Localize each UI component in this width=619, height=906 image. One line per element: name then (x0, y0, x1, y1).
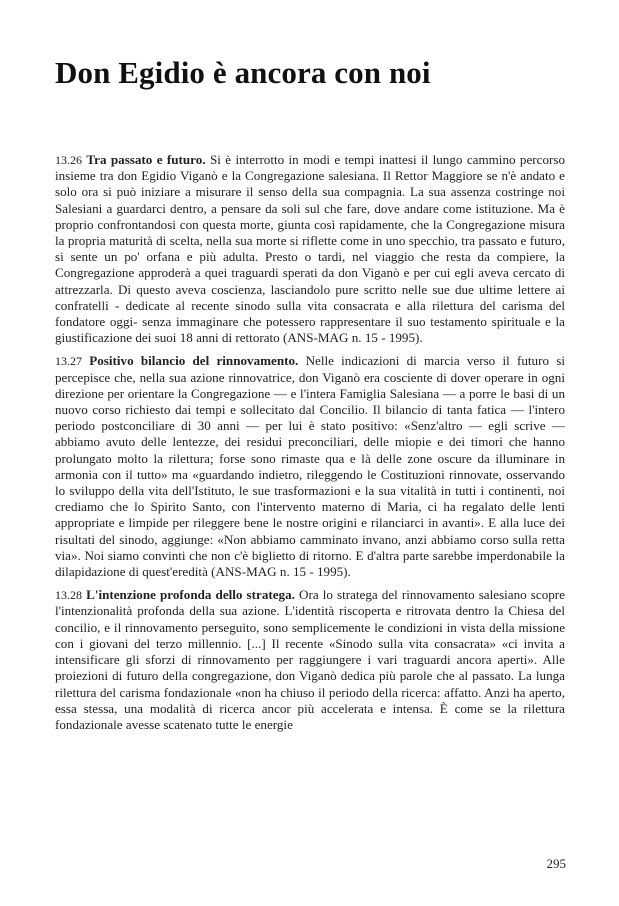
section-13-26 (55, 152, 565, 346)
section-text: Si è interrotto in modi e tempi inattesi il lungo cammino percorso insieme tra don Egidio Viganò e la Congregazione salesiana. Il Rettor Maggiore se n'è andato e solo ora si può iniziare a misurare il senso della sua compagnia. La sua assenza costringe noi Salesiani a guardarci dentro, a pensare da soli sul che fare, dove andare come istituzione. Ma è proprio confrontandosi con questa morte, giunta così rapidamente, che la Congregazione misura la propria maturità di scelta, nella sua morte si riflette come in uno specchio, tra passato e futuro, si sente un po' orfana e più adulta. Presto o tardi, nel viaggio che resta da compiere, la Congregazione approderà a quei traguardi sperati da don Viganò e per cui egli aveva cercato di attrezzarla. Di questo aveva coscienza, lasciandolo pure scritto nelle sue due ultime lettere ai confratelli - dedicate al recente sinodo sulla vita consacrata e alla rilettura del carisma del fondatore oggi- senza immaginare che potessero rappresentare il suo testamento spirituale e la giustificazione dei suoi 18 anni di rettorato (ANS-MAG n. 15 - 1995). (55, 152, 565, 346)
section-text: Nelle indicazioni di marcia verso il futuro si percepisce che, nella sua azione rinnovatrice, don Viganò era cosciente di dover operare in ogni direzione per orientare la Congregazione — e l'intera Famiglia Salesiana — a porre le basi di un nuovo corso richiesto dai tempi e sollecitato dal Concilio. Il bilancio di tanta fatica — l'intero periodo postconciliare di 30 anni — per lui è stato positivo: «Senz'altro — egli scrive — abbiamo avuto delle lentezze, dei residui preconciliari, delle miopie e dei timori che hanno prolungato molto la rilettura; forse sono rimaste qua e là delle zone oscure da illuminare in armonia con il tutto» ma «guardando indietro, rileggendo le Costituzioni rinnovate, osservando lo sviluppo della vita dell'Istituto, le sue trasformazioni e la sua vitalità in tutti i continenti, noi crediamo che lo Spirito Santo, con l'intervento materno di Maria, ci ha regalato delle lenti appropriate e limpide per rileggere bene le nostre origini e rilanciarci in avanti». E alla luce dei risultati del sinodo, aggiunge: «Non abbiamo camminato invano, anzi abbiamo corso sulla retta via». Noi siamo convinti che non c'è biglietto di ritorno. E d'altra parte sarebbe imperdonabile la dilapidazione di quest'eredità (ANS-MAG n. 15 - 1995). (55, 353, 565, 580)
section-13-28 (55, 587, 565, 733)
section-text: Ora lo stratega del rinnovamento salesiano scopre l'intenzionalità profonda della sua azione. L'identità riscoperta e ritrovata dentro la Chiesa del concilio, e il rinnovamento perseguito, sono semplicemente le condizioni in vista della missione con i giovani del terzo millennio. [...] Il recente «Sinodo sulla vita consacrata» «ci invita a intensificare gli sforzi di rinnovamento per raggiungere i vari traguardi ancora aperti». Alle proiezioni di futuro della congregazione, don Viganò dedica più parole che al passato. La lunga rilettura del carisma fondazionale «non ha chiuso il periodo della ricerca: affatto. Anzi ha aperto, essa stessa, una modalità di ricerca ancor più accelerata e intensa. È come se la rilettura fondazionale avesse scatenato tutte le energie (55, 587, 565, 732)
section-13-27 (55, 353, 565, 580)
chapter-body (55, 152, 565, 740)
section-heading: L'intenzione profonda dello stratega. (86, 587, 295, 603)
section-heading: Tra passato e futuro. (86, 152, 206, 167)
section-number: 13.26 (55, 153, 82, 167)
page-number: 295 (546, 856, 566, 871)
section-number: 13.28 (55, 588, 82, 603)
section-heading: Positivo bilancio del rinnovamento. (89, 353, 299, 369)
chapter-title: Don Egidio è ancora con noi (55, 55, 431, 90)
section-number: 13.27 (55, 354, 82, 369)
